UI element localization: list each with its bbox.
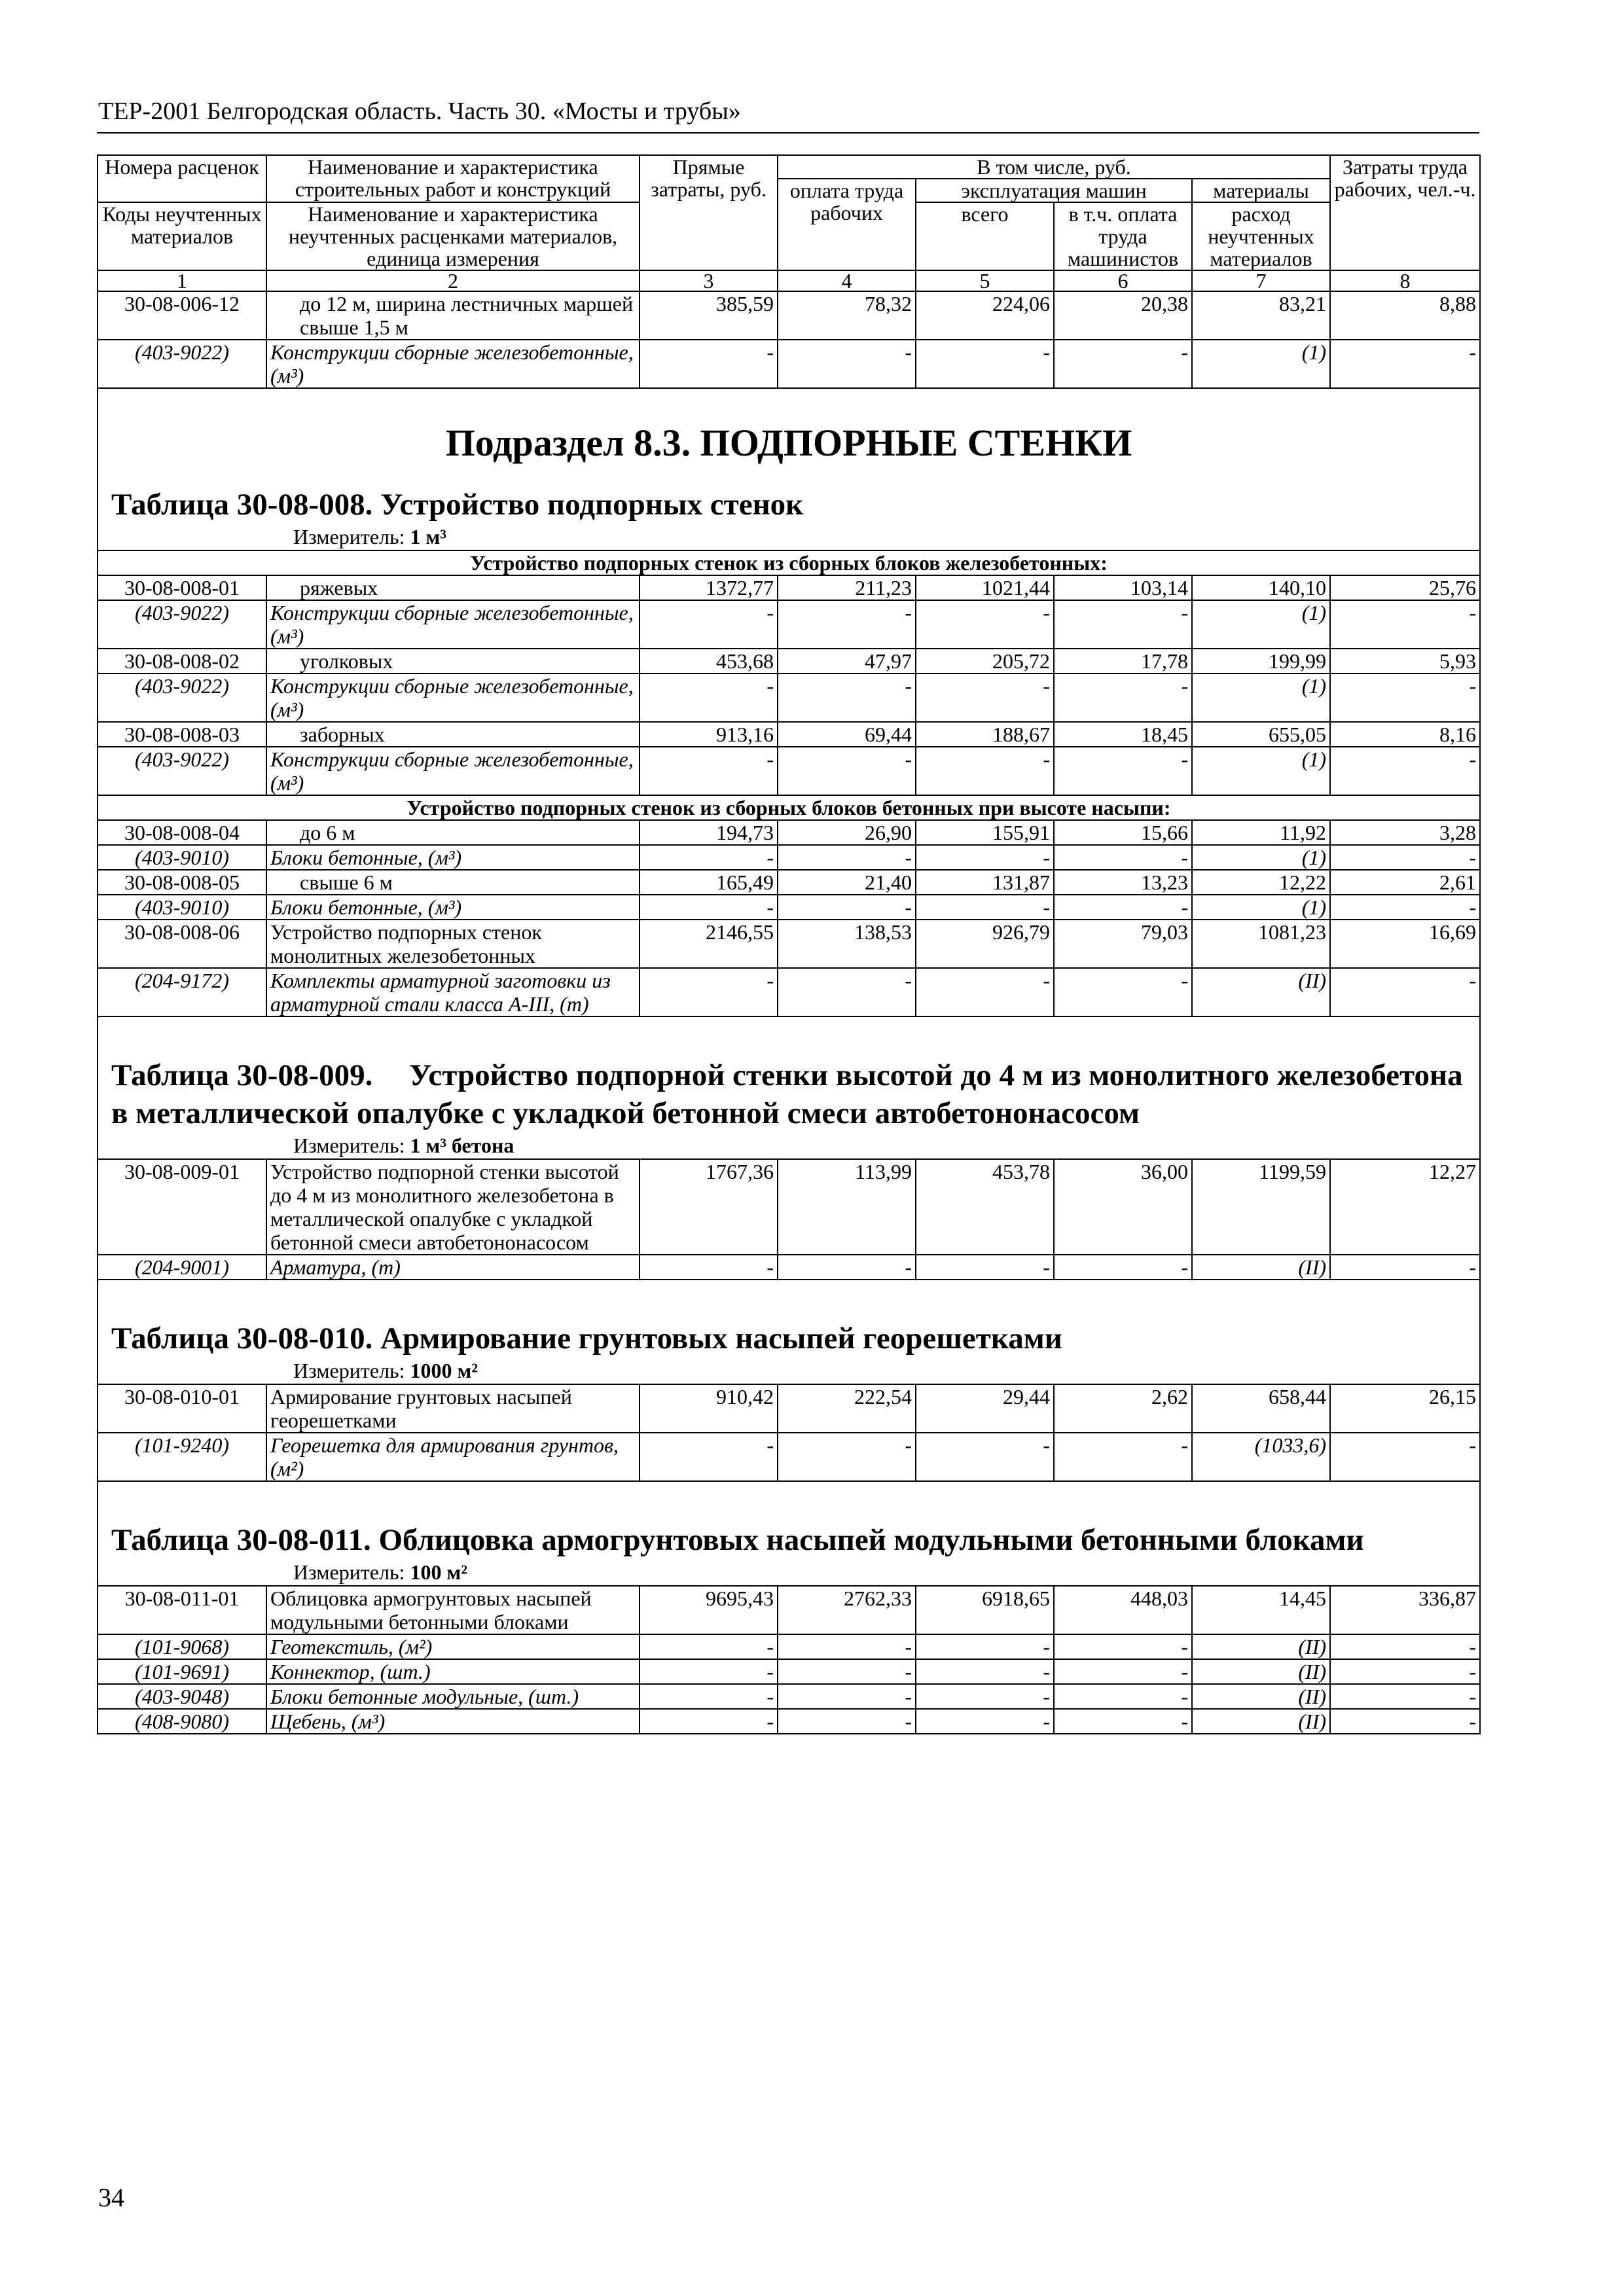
rate-description: Армирование грунтовых насыпей георешетками [266,1384,640,1433]
machinist-pay: - [1054,600,1192,649]
material-code: (408-9080) [98,1709,266,1734]
machines-total: - [916,673,1054,722]
table-label: Таблица 30-08-008. [111,488,373,522]
material-row [98,845,1480,870]
table-title [111,486,1466,524]
labor-costs: - [1330,845,1480,870]
rate-code: 30-08-010-01 [98,1384,266,1433]
labor-costs: 336,87 [1330,1586,1480,1634]
page-number: 34 [98,2183,124,2212]
material-row [98,1433,1480,1481]
material-code: (403-9022) [98,340,266,388]
machinist-pay: 20,38 [1054,291,1192,340]
machines-total: 224,06 [916,291,1054,340]
rate-code: 30-08-008-01 [98,575,266,600]
column-number: 3 [640,270,778,291]
labor-costs: 16,69 [1330,920,1480,968]
rate-row [98,870,1480,895]
materials: 12,22 [1192,870,1330,895]
group-row [98,550,1480,575]
rate-code: 30-08-008-03 [98,722,266,747]
material-description: Блоки бетонные, (м³) [266,895,640,920]
materials: 140,10 [1192,575,1330,600]
direct-costs: 194,73 [640,820,778,845]
labor-costs: 3,28 [1330,820,1480,845]
worker-pay: 69,44 [778,722,916,747]
direct-costs: - [640,1255,778,1280]
materials: 658,44 [1192,1384,1330,1433]
material-row [98,600,1480,649]
material-description: Коннектор, (шт.) [266,1659,640,1684]
machines-total: 155,91 [916,820,1054,845]
machines-total: 188,67 [916,722,1054,747]
unit-of-measure: Измеритель: 1 м³ бетона [293,1134,514,1157]
labor-costs: - [1330,600,1480,649]
labor-costs: - [1330,673,1480,722]
machinist-pay: - [1054,1659,1192,1684]
direct-costs: - [640,895,778,920]
material-description: Конструкции сборные железобетонные, (м³) [266,340,640,388]
section-title-row [98,388,1480,550]
direct-costs: - [640,1634,778,1659]
material-code: (403-9022) [98,747,266,795]
worker-pay: - [778,845,916,870]
rate-row [98,1159,1480,1255]
direct-costs: 1767,36 [640,1159,778,1255]
worker-pay: - [778,340,916,388]
direct-costs: 913,16 [640,722,778,747]
unit-of-measure: Измеритель: 100 м² [293,1560,467,1584]
worker-pay: 2762,33 [778,1586,916,1634]
rate-row [98,722,1480,747]
worker-pay: - [778,968,916,1016]
direct-costs: 453,68 [640,649,778,673]
machinist-pay: - [1054,1709,1192,1734]
machines-total: - [916,1634,1054,1659]
machinist-pay: - [1054,673,1192,722]
labor-costs: 12,27 [1330,1159,1480,1255]
rate-description: ряжевых [266,575,640,600]
materials: 11,92 [1192,820,1330,845]
machinist-pay: - [1054,1634,1192,1659]
labor-costs: - [1330,1634,1480,1659]
header-direct-costs: Прямые затраты, руб. [640,155,778,270]
labor-costs: 8,88 [1330,291,1480,340]
table-name: Армирование грунтовых насыпей георешетками [380,1321,1062,1355]
labor-costs: - [1330,1659,1480,1684]
direct-costs: - [640,1709,778,1734]
direct-costs: - [640,1433,778,1481]
header-machines: эксплуатация машин [916,179,1192,202]
machinist-pay: 36,00 [1054,1159,1192,1255]
header-rule [97,132,1479,134]
material-code: (403-9022) [98,673,266,722]
labor-costs: 25,76 [1330,575,1480,600]
direct-costs: 9695,43 [640,1586,778,1634]
labor-costs: - [1330,1433,1480,1481]
column-number: 6 [1054,270,1192,291]
rate-code: 30-08-008-04 [98,820,266,845]
rate-code: 30-08-009-01 [98,1159,266,1255]
machinist-pay: 79,03 [1054,920,1192,968]
machinist-pay: - [1054,968,1192,1016]
labor-costs: - [1330,968,1480,1016]
rate-description: до 12 м, ширина лестничных маршей свыше 1,5 м [266,291,640,340]
material-row [98,895,1480,920]
table-name: Облицовка армогрунтовых насыпей модульными бетонными блоками [378,1523,1364,1557]
table-title-row [98,1481,1480,1586]
machines-total: 205,72 [916,649,1054,673]
machinist-pay: 18,45 [1054,722,1192,747]
group-heading: Устройство подпорных стенок из сборных блоков железобетонных: [98,550,1480,575]
material-row [98,1255,1480,1280]
machinist-pay: - [1054,895,1192,920]
column-numbers-row [98,270,1480,291]
rate-description: Устройство подпорной стенки высотой до 4 м из монолитного железобетона в металлической опалубке с укладкой бетонной смеси автобетононасосом [266,1159,640,1255]
header-machines-total: всего [916,202,1054,270]
material-code: (101-9691) [98,1659,266,1684]
rate-code: 30-08-008-02 [98,649,266,673]
machines-total: 926,79 [916,920,1054,968]
materials: 1199,59 [1192,1159,1330,1255]
material-code: (101-9068) [98,1634,266,1659]
header-worker-pay: оплата труда рабочих [778,179,916,270]
material-row [98,968,1480,1016]
material-code: (403-9048) [98,1684,266,1709]
rate-description: Облицовка армогрунтовых насыпей модульными бетонными блоками [266,1586,640,1634]
table-title-row [98,1016,1480,1159]
header-including: В том числе, руб. [778,155,1330,179]
table-title [111,1280,1466,1357]
labor-costs: - [1330,895,1480,920]
rate-description: до 6 м [266,820,640,845]
materials: 83,21 [1192,291,1330,340]
materials: (1) [1192,340,1330,388]
material-code: (204-9172) [98,968,266,1016]
worker-pay: 47,97 [778,649,916,673]
machines-total: 131,87 [916,870,1054,895]
material-description: Арматура, (т) [266,1255,640,1280]
material-description: Блоки бетонные модульные, (шт.) [266,1684,640,1709]
worker-pay: 138,53 [778,920,916,968]
direct-costs: - [640,747,778,795]
machines-total: - [916,1709,1054,1734]
machinist-pay: 103,14 [1054,575,1192,600]
machinist-pay: 448,03 [1054,1586,1192,1634]
labor-costs: 5,93 [1330,649,1480,673]
worker-pay: - [778,1709,916,1734]
labor-costs: - [1330,747,1480,795]
materials: (1) [1192,600,1330,649]
labor-costs: 2,61 [1330,870,1480,895]
worker-pay: - [778,673,916,722]
labor-costs: - [1330,1255,1480,1280]
table-title-row [98,1280,1480,1384]
machines-total: - [916,968,1054,1016]
worker-pay: 222,54 [778,1384,916,1433]
group-row [98,795,1480,820]
material-code: (403-9010) [98,895,266,920]
material-description: Конструкции сборные железобетонные, (м³) [266,747,640,795]
rate-description: Устройство подпорных стенок монолитных железобетонных [266,920,640,968]
table-header-row [98,155,1480,179]
machinist-pay: - [1054,1684,1192,1709]
worker-pay: 113,99 [778,1159,916,1255]
materials: (II) [1192,1634,1330,1659]
direct-costs: - [640,600,778,649]
machines-total: - [916,340,1054,388]
materials: (II) [1192,1255,1330,1280]
materials: 1081,23 [1192,920,1330,968]
machinist-pay: - [1054,340,1192,388]
material-description: Конструкции сборные железобетонные, (м³) [266,673,640,722]
document-header: ТЕР-2001 Белгородская область. Часть 30. «Мосты и трубы» [98,98,741,125]
header-material-consumption: расход неучтенных материалов [1192,202,1330,270]
rate-description: свыше 6 м [266,870,640,895]
column-number: 2 [266,270,640,291]
materials: (II) [1192,1684,1330,1709]
worker-pay: 26,90 [778,820,916,845]
labor-costs: 26,15 [1330,1384,1480,1433]
material-description: Комплекты арматурной заготовки из арматурной стали класса А-III, (т) [266,968,640,1016]
direct-costs: 2146,55 [640,920,778,968]
table-name: Устройство подпорной стенки высотой до 4 м из монолитного железобетона в металлической опалубке с укладкой бетонной смеси автобетононасосом [111,1058,1463,1130]
material-code: (101-9240) [98,1433,266,1481]
materials: 199,99 [1192,649,1330,673]
labor-costs: 8,16 [1330,722,1480,747]
rate-code: 30-08-011-01 [98,1586,266,1634]
machinist-pay: - [1054,1433,1192,1481]
rate-row [98,820,1480,845]
worker-pay: - [778,1684,916,1709]
worker-pay: 78,32 [778,291,916,340]
material-code: (403-9010) [98,845,266,870]
materials: (II) [1192,968,1330,1016]
machines-total: - [916,845,1054,870]
direct-costs: - [640,968,778,1016]
rate-code: 30-08-008-05 [98,870,266,895]
materials: 14,45 [1192,1586,1330,1634]
unit-of-measure: Измеритель: 1 м³ [293,525,446,548]
materials: 655,05 [1192,722,1330,747]
machinist-pay: 2,62 [1054,1384,1192,1433]
direct-costs: - [640,673,778,722]
machinist-pay: - [1054,1255,1192,1280]
materials: (II) [1192,1709,1330,1734]
worker-pay: - [778,600,916,649]
rate-description: заборных [266,722,640,747]
materials: (1033,6) [1192,1433,1330,1481]
rate-row [98,920,1480,968]
section-title: Подраздел 8.3. ПОДПОРНЫЕ СТЕНКИ [445,422,1132,464]
machines-total: 1021,44 [916,575,1054,600]
material-description: Конструкции сборные железобетонные, (м³) [266,600,640,649]
group-heading: Устройство подпорных стенок из сборных блоков бетонных при высоте насыпи: [98,795,1480,820]
direct-costs: - [640,845,778,870]
header-rate-numbers: Номера расценок [98,155,266,202]
machines-total: - [916,1684,1054,1709]
header-material-codes: Коды неучтенных материалов [98,202,266,270]
direct-costs: 385,59 [640,291,778,340]
machines-total: - [916,1433,1054,1481]
material-code: (204-9001) [98,1255,266,1280]
materials: (1) [1192,845,1330,870]
material-row [98,1659,1480,1684]
column-number: 1 [98,270,266,291]
worker-pay: 21,40 [778,870,916,895]
column-number: 4 [778,270,916,291]
table-name: Устройство подпорных стенок [380,488,804,522]
header-labor-costs: Затраты труда рабочих, чел.-ч. [1330,155,1480,270]
rate-row [98,1384,1480,1433]
machines-total: - [916,895,1054,920]
table-label: Таблица 30-08-009. [111,1058,373,1092]
table-title [111,1017,1466,1132]
rate-description: уголковых [266,649,640,673]
worker-pay: - [778,747,916,795]
header-machinist-pay: в т.ч. оплата труда машинистов [1054,202,1192,270]
materials: (1) [1192,895,1330,920]
materials: (1) [1192,747,1330,795]
header-materials: материалы [1192,179,1330,202]
materials: (II) [1192,1659,1330,1684]
material-row [98,1709,1480,1734]
material-row [98,340,1480,388]
worker-pay: - [778,1659,916,1684]
worker-pay: - [778,895,916,920]
material-row [98,1634,1480,1659]
machinist-pay: - [1054,845,1192,870]
header-material-names: Наименование и характеристика неучтенных расценками материалов, единица измерения [266,202,640,270]
worker-pay: - [778,1433,916,1481]
machines-total: 453,78 [916,1159,1054,1255]
machinist-pay: 15,66 [1054,820,1192,845]
column-number: 8 [1330,270,1480,291]
machines-total: - [916,600,1054,649]
rate-row [98,1586,1480,1634]
direct-costs: - [640,340,778,388]
labor-costs: - [1330,340,1480,388]
worker-pay: - [778,1634,916,1659]
material-description: Блоки бетонные, (м³) [266,845,640,870]
rates-table [97,154,1481,1734]
material-row [98,747,1480,795]
machines-total: - [916,747,1054,795]
materials: (1) [1192,673,1330,722]
machines-total: - [916,1659,1054,1684]
material-code: (403-9022) [98,600,266,649]
direct-costs: - [640,1684,778,1709]
material-description: Геотекстиль, (м²) [266,1634,640,1659]
rate-row [98,291,1480,340]
direct-costs: 165,49 [640,870,778,895]
machines-total: 6918,65 [916,1586,1054,1634]
rate-code: 30-08-006-12 [98,291,266,340]
worker-pay: - [778,1255,916,1280]
material-row [98,673,1480,722]
material-description: Щебень, (м³) [266,1709,640,1734]
direct-costs: - [640,1659,778,1684]
table-label: Таблица 30-08-011. [111,1523,371,1557]
material-row [98,1684,1480,1709]
table-label: Таблица 30-08-010. [111,1321,373,1355]
machinist-pay: 17,78 [1054,649,1192,673]
labor-costs: - [1330,1709,1480,1734]
machines-total: 29,44 [916,1384,1054,1433]
rate-row [98,575,1480,600]
rate-row [98,649,1480,673]
direct-costs: 910,42 [640,1384,778,1433]
machinist-pay: 13,23 [1054,870,1192,895]
machinist-pay: - [1054,747,1192,795]
table-title [111,1482,1466,1559]
unit-of-measure: Измеритель: 1000 м² [293,1359,478,1382]
machines-total: - [916,1255,1054,1280]
material-description: Георешетка для армирования грунтов, (м²) [266,1433,640,1481]
labor-costs: - [1330,1684,1480,1709]
rate-code: 30-08-008-06 [98,920,266,968]
header-work-name: Наименование и характеристика строительных работ и конструкций [266,155,640,202]
column-number: 7 [1192,270,1330,291]
column-number: 5 [916,270,1054,291]
worker-pay: 211,23 [778,575,916,600]
direct-costs: 1372,77 [640,575,778,600]
